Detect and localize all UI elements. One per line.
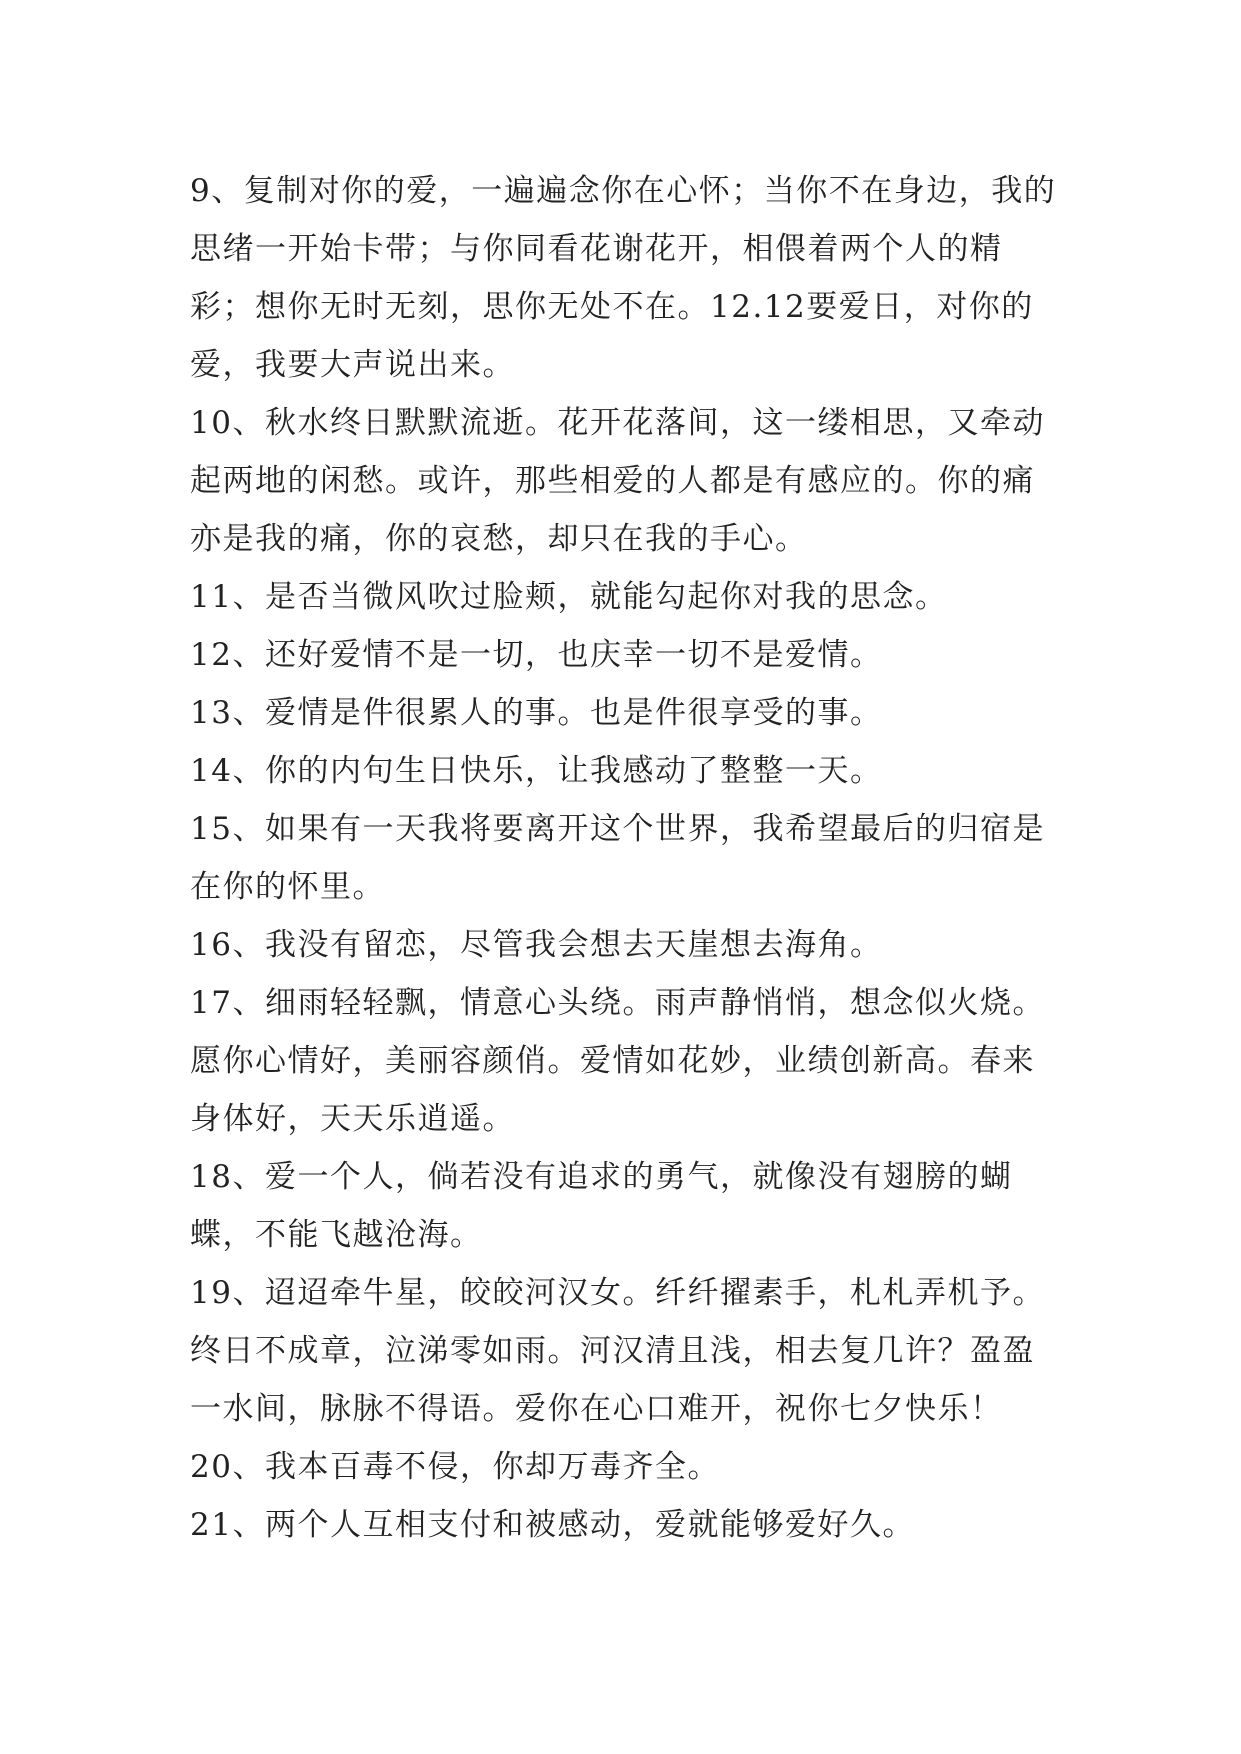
paragraph-20: 20、我本百毒不侵，你却万毒齐全。 xyxy=(190,1449,720,1485)
paragraph-21: 21、两个人互相支付和被感动，爱就能够爱好久。 xyxy=(190,1507,915,1543)
paragraph-19: 19、迢迢牵牛星，皎皎河汉女。纤纤擢素手，札札弄机予。终日不成章，泣涕零如雨。河汉清且浅，相去复几许？盈盈一水间，脉脉不得语。爱你在心口难开，祝你七夕快乐！ xyxy=(190,1275,1045,1427)
paragraph-11: 11、是否当微风吹过脸颊，就能勾起你对我的思念。 xyxy=(190,579,948,615)
paragraph-14: 14、你的内句生日快乐，让我感动了整整一天。 xyxy=(190,753,883,789)
paragraph-13: 13、爱情是件很累人的事。也是件很享受的事。 xyxy=(190,695,883,731)
paragraph-17: 17、细雨轻轻飘，情意心头绕。雨声静悄悄，想念似火烧。愿你心情好，美丽容颜俏。爱情如花妙，业绩创新高。春来身体好，天天乐逍遥。 xyxy=(190,985,1045,1137)
paragraph-15: 15、如果有一天我将要离开这个世界，我希望最后的归宿是在你的怀里。 xyxy=(190,811,1045,905)
document-body xyxy=(190,162,1060,1554)
paragraph-18: 18、爱一个人，倘若没有追求的勇气，就像没有翅膀的蝴蝶，不能飞越沧海。 xyxy=(190,1159,1013,1253)
paragraph-12: 12、还好爱情不是一切，也庆幸一切不是爱情。 xyxy=(190,637,883,673)
paragraph-10: 10、秋水终日默默流逝。花开花落间，这一缕相思，又牵动起两地的闲愁。或许，那些相爱的人都是有感应的。你的痛亦是我的痛，你的哀愁，却只在我的手心。 xyxy=(190,405,1045,557)
paragraph-16: 16、我没有留恋，尽管我会想去天崖想去海角。 xyxy=(190,927,883,963)
paragraph-9: 9、复制对你的爱，一遍遍念你在心怀；当你不在身边，我的思绪一开始卡带；与你同看花谢花开，相偎着两个人的精彩；想你无时无刻，思你无处不在。12.12要爱日，对你的爱，我要大声说出来。 xyxy=(190,173,1057,383)
